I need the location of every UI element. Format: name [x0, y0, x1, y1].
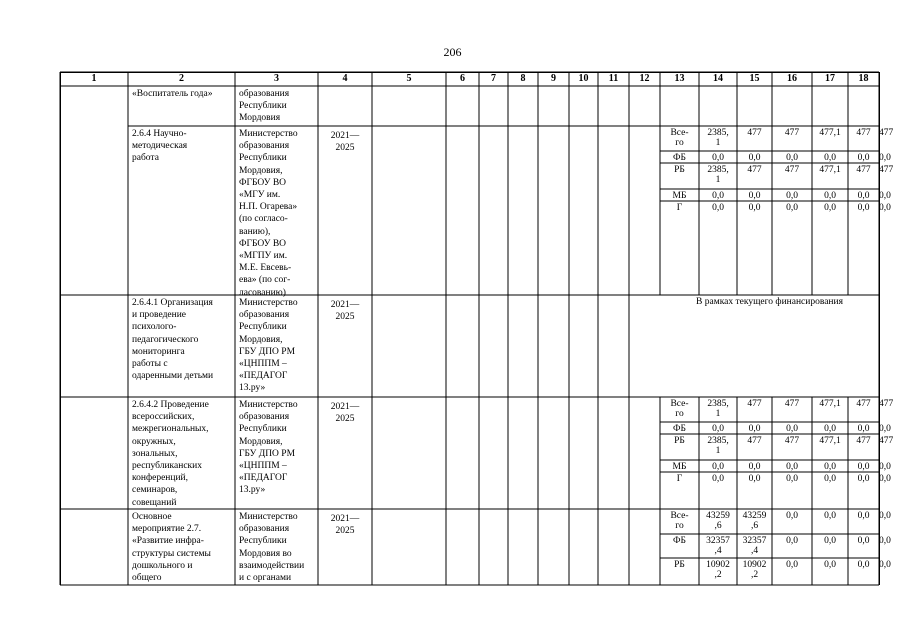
- row-4-value-2-2: 0,0: [786, 560, 798, 570]
- row-1-value-1-2: 0,0: [786, 153, 798, 163]
- row-4-name: Основное мероприятие 2.7. «Развитие инфра- структуры системы дошкольного и общего: [132, 512, 211, 584]
- row-4-value-0-3: 0,0: [824, 511, 836, 521]
- row-3-value-1-0: 0,0: [712, 424, 724, 434]
- row-3-value-3-4: 0,0: [857, 462, 870, 472]
- row-3-executor: Министерство образования Республики Мордовия, ГБУ ДПО РМ «ЦНППМ – «ПЕДАГОГ 13.ру»: [239, 400, 298, 496]
- row-1-name: 2.6.4 Научно- методическая работа: [132, 129, 188, 164]
- row-3-value-4-2: 0,0: [786, 474, 798, 484]
- row-3-value-2-0: 2385, 1: [707, 436, 729, 456]
- row-4-source-1: ФБ: [673, 536, 686, 546]
- row-1-value-3-5: 0,0: [879, 191, 891, 201]
- row-4-value-2-4: 0,0: [857, 560, 870, 570]
- row-4-source-0: Все- го: [670, 511, 689, 531]
- row-1-value-0-0: 2385, 1: [707, 128, 729, 148]
- row-3-value-2-5: 477: [879, 436, 894, 446]
- row-1-value-2-5: 477: [879, 165, 894, 175]
- row-2-note: В рамках текущего финансирования: [696, 297, 843, 307]
- row-4-value-1-4: 0,0: [857, 536, 870, 546]
- column-header-1: 1: [91, 73, 97, 84]
- row-0-executor: образования Республики Мордовия: [239, 89, 290, 124]
- row-4-value-2-5: 0,0: [879, 560, 891, 570]
- row-1-value-0-1: 477: [747, 128, 762, 138]
- row-4-value-2-0: 10902 ,2: [706, 560, 730, 580]
- row-4-value-1-2: 0,0: [786, 536, 798, 546]
- row-3-value-0-5: 477: [879, 399, 894, 409]
- row-3-value-1-4: 0,0: [857, 424, 870, 434]
- row-4-value-0-1: 43259 ,6: [742, 511, 767, 531]
- column-header-3: 3: [274, 73, 279, 84]
- row-4-value-0-5: 0,0: [879, 511, 891, 521]
- row-3-value-0-4: 477: [856, 399, 871, 409]
- row-3-value-4-1: 0,0: [748, 474, 761, 484]
- column-header-15: 15: [749, 73, 760, 84]
- row-1-value-2-2: 477: [784, 165, 800, 175]
- column-header-8: 8: [520, 73, 526, 84]
- row-1-value-3-0: 0,0: [712, 191, 724, 201]
- column-header-6: 6: [460, 73, 465, 84]
- row-3-name: 2.6.4.2 Проведение всероссийских, межрегиональных, окружных, зональных, республиканских конференций, семинаров, совещаний: [132, 400, 209, 508]
- row-1-value-4-1: 0,0: [748, 203, 761, 213]
- row-1-value-0-4: 477: [856, 128, 871, 138]
- row-3-value-4-3: 0,0: [824, 474, 836, 484]
- column-header-2: 2: [179, 73, 184, 84]
- row-1-value-4-2: 0,0: [786, 203, 798, 213]
- column-header-13: 13: [674, 73, 685, 84]
- row-3-value-3-1: 0,0: [748, 462, 761, 472]
- column-header-10: 10: [578, 73, 589, 84]
- row-3-value-3-0: 0,0: [712, 462, 724, 472]
- row-1-value-3-4: 0,0: [857, 191, 870, 201]
- row-3-period: 2021— 2025: [330, 402, 360, 425]
- row-1-value-0-2: 477: [784, 128, 800, 138]
- row-2-period: 2021— 2025: [330, 300, 360, 323]
- row-3-value-2-4: 477: [856, 436, 871, 446]
- row-0-name: «Воспитатель года»: [132, 89, 213, 99]
- column-header-18: 18: [858, 73, 869, 84]
- row-1-source-0: Все- го: [670, 128, 689, 148]
- row-3-value-3-2: 0,0: [786, 462, 798, 472]
- row-4-value-0-2: 0,0: [786, 511, 798, 521]
- row-1-value-3-2: 0,0: [786, 191, 798, 201]
- row-4-value-1-5: 0,0: [879, 536, 891, 546]
- row-4-value-1-1: 32357 ,4: [742, 536, 767, 556]
- row-3-value-1-5: 0,0: [879, 424, 891, 434]
- row-3-value-0-2: 477: [784, 399, 800, 409]
- column-header-17: 17: [825, 73, 835, 84]
- row-3-value-3-3: 0,0: [824, 462, 836, 472]
- row-3-value-2-1: 477: [747, 436, 762, 446]
- row-3-value-1-2: 0,0: [786, 424, 798, 434]
- row-1-source-1: ФБ: [673, 153, 686, 163]
- row-4-executor: Министерство образования Республики Мордовия во взаимодействии и с органами: [239, 512, 305, 584]
- row-3-value-2-2: 477: [784, 436, 800, 446]
- row-4-value-2-3: 0,0: [824, 560, 836, 570]
- row-3-value-0-0: 2385, 1: [707, 399, 729, 419]
- row-1-value-4-5: 0,0: [879, 203, 891, 213]
- row-1-period: 2021— 2025: [330, 131, 360, 154]
- row-4-value-0-0: 43259 ,6: [706, 511, 730, 531]
- row-1-value-1-3: 0,0: [824, 153, 836, 163]
- row-2-name: 2.6.4.1 Организация и проведение психолого- педагогического мониторинга работы с одаренными детьми: [132, 298, 214, 382]
- row-1-value-3-1: 0,0: [748, 191, 761, 201]
- row-3-value-4-4: 0,0: [857, 474, 870, 484]
- row-4-source-2: РБ: [674, 560, 685, 570]
- column-header-9: 9: [551, 73, 556, 84]
- row-3-value-0-3: 477,1: [819, 399, 841, 409]
- column-header-11: 11: [608, 73, 619, 84]
- row-3-source-4: Г: [676, 474, 683, 484]
- row-4-value-1-3: 0,0: [824, 536, 836, 546]
- row-1-source-2: РБ: [674, 165, 685, 175]
- row-1-value-4-4: 0,0: [857, 203, 870, 213]
- row-3-value-4-5: 0,0: [879, 474, 891, 484]
- column-header-16: 16: [787, 73, 797, 84]
- row-2-executor: Министерство образования Республики Мордовия, ГБУ ДПО РМ «ЦНППМ – «ПЕДАГОГ 13.ру»: [239, 298, 298, 394]
- row-1-executor: Министерство образования Республики Мордовия, ФГБОУ ВО «МГУ им. Н.П. Огарева» (по согласо- ванию), ФГБОУ ВО «МГПУ им. М.Е. Евсевь- ева» (по сог- ласованию): [239, 129, 298, 298]
- row-3-value-4-0: 0,0: [712, 474, 724, 484]
- row-1-value-1-4: 0,0: [857, 153, 870, 163]
- row-1-value-2-0: 2385, 1: [707, 165, 729, 185]
- row-4-period: 2021— 2025: [330, 514, 360, 537]
- column-header-7: 7: [491, 73, 496, 84]
- row-1-value-1-5: 0,0: [879, 153, 891, 163]
- row-3-value-2-3: 477,1: [819, 436, 841, 446]
- page-number: 206: [443, 45, 462, 59]
- row-3-source-1: ФБ: [673, 424, 686, 434]
- row-4-value-2-1: 10902 ,2: [742, 560, 767, 580]
- row-1-value-0-3: 477,1: [819, 128, 841, 138]
- row-1-value-1-0: 0,0: [712, 153, 724, 163]
- row-3-source-2: РБ: [674, 436, 685, 446]
- row-1-value-3-3: 0,0: [824, 191, 836, 201]
- row-3-value-1-1: 0,0: [748, 424, 761, 434]
- row-1-value-4-0: 0,0: [712, 203, 724, 213]
- column-header-12: 12: [639, 73, 650, 84]
- column-header-14: 14: [713, 73, 723, 84]
- row-1-source-3: МБ: [672, 191, 687, 201]
- row-1-source-4: Г: [676, 203, 683, 213]
- column-header-4: 4: [342, 73, 348, 84]
- row-3-source-3: МБ: [672, 462, 687, 472]
- row-3-value-3-5: 0,0: [879, 462, 891, 472]
- row-1-value-1-1: 0,0: [748, 153, 761, 163]
- row-1-value-2-4: 477: [856, 165, 871, 175]
- row-1-value-2-3: 477,1: [819, 165, 841, 175]
- row-1-value-4-3: 0,0: [824, 203, 836, 213]
- column-header-5: 5: [406, 73, 412, 84]
- row-4-value-1-0: 32357 ,4: [706, 536, 730, 556]
- row-3-source-0: Все- го: [670, 399, 689, 419]
- row-1-value-2-1: 477: [747, 165, 762, 175]
- row-3-value-0-1: 477: [747, 399, 762, 409]
- row-1-value-0-5: 477: [879, 128, 894, 138]
- row-3-value-1-3: 0,0: [824, 424, 836, 434]
- row-4-value-0-4: 0,0: [857, 511, 870, 521]
